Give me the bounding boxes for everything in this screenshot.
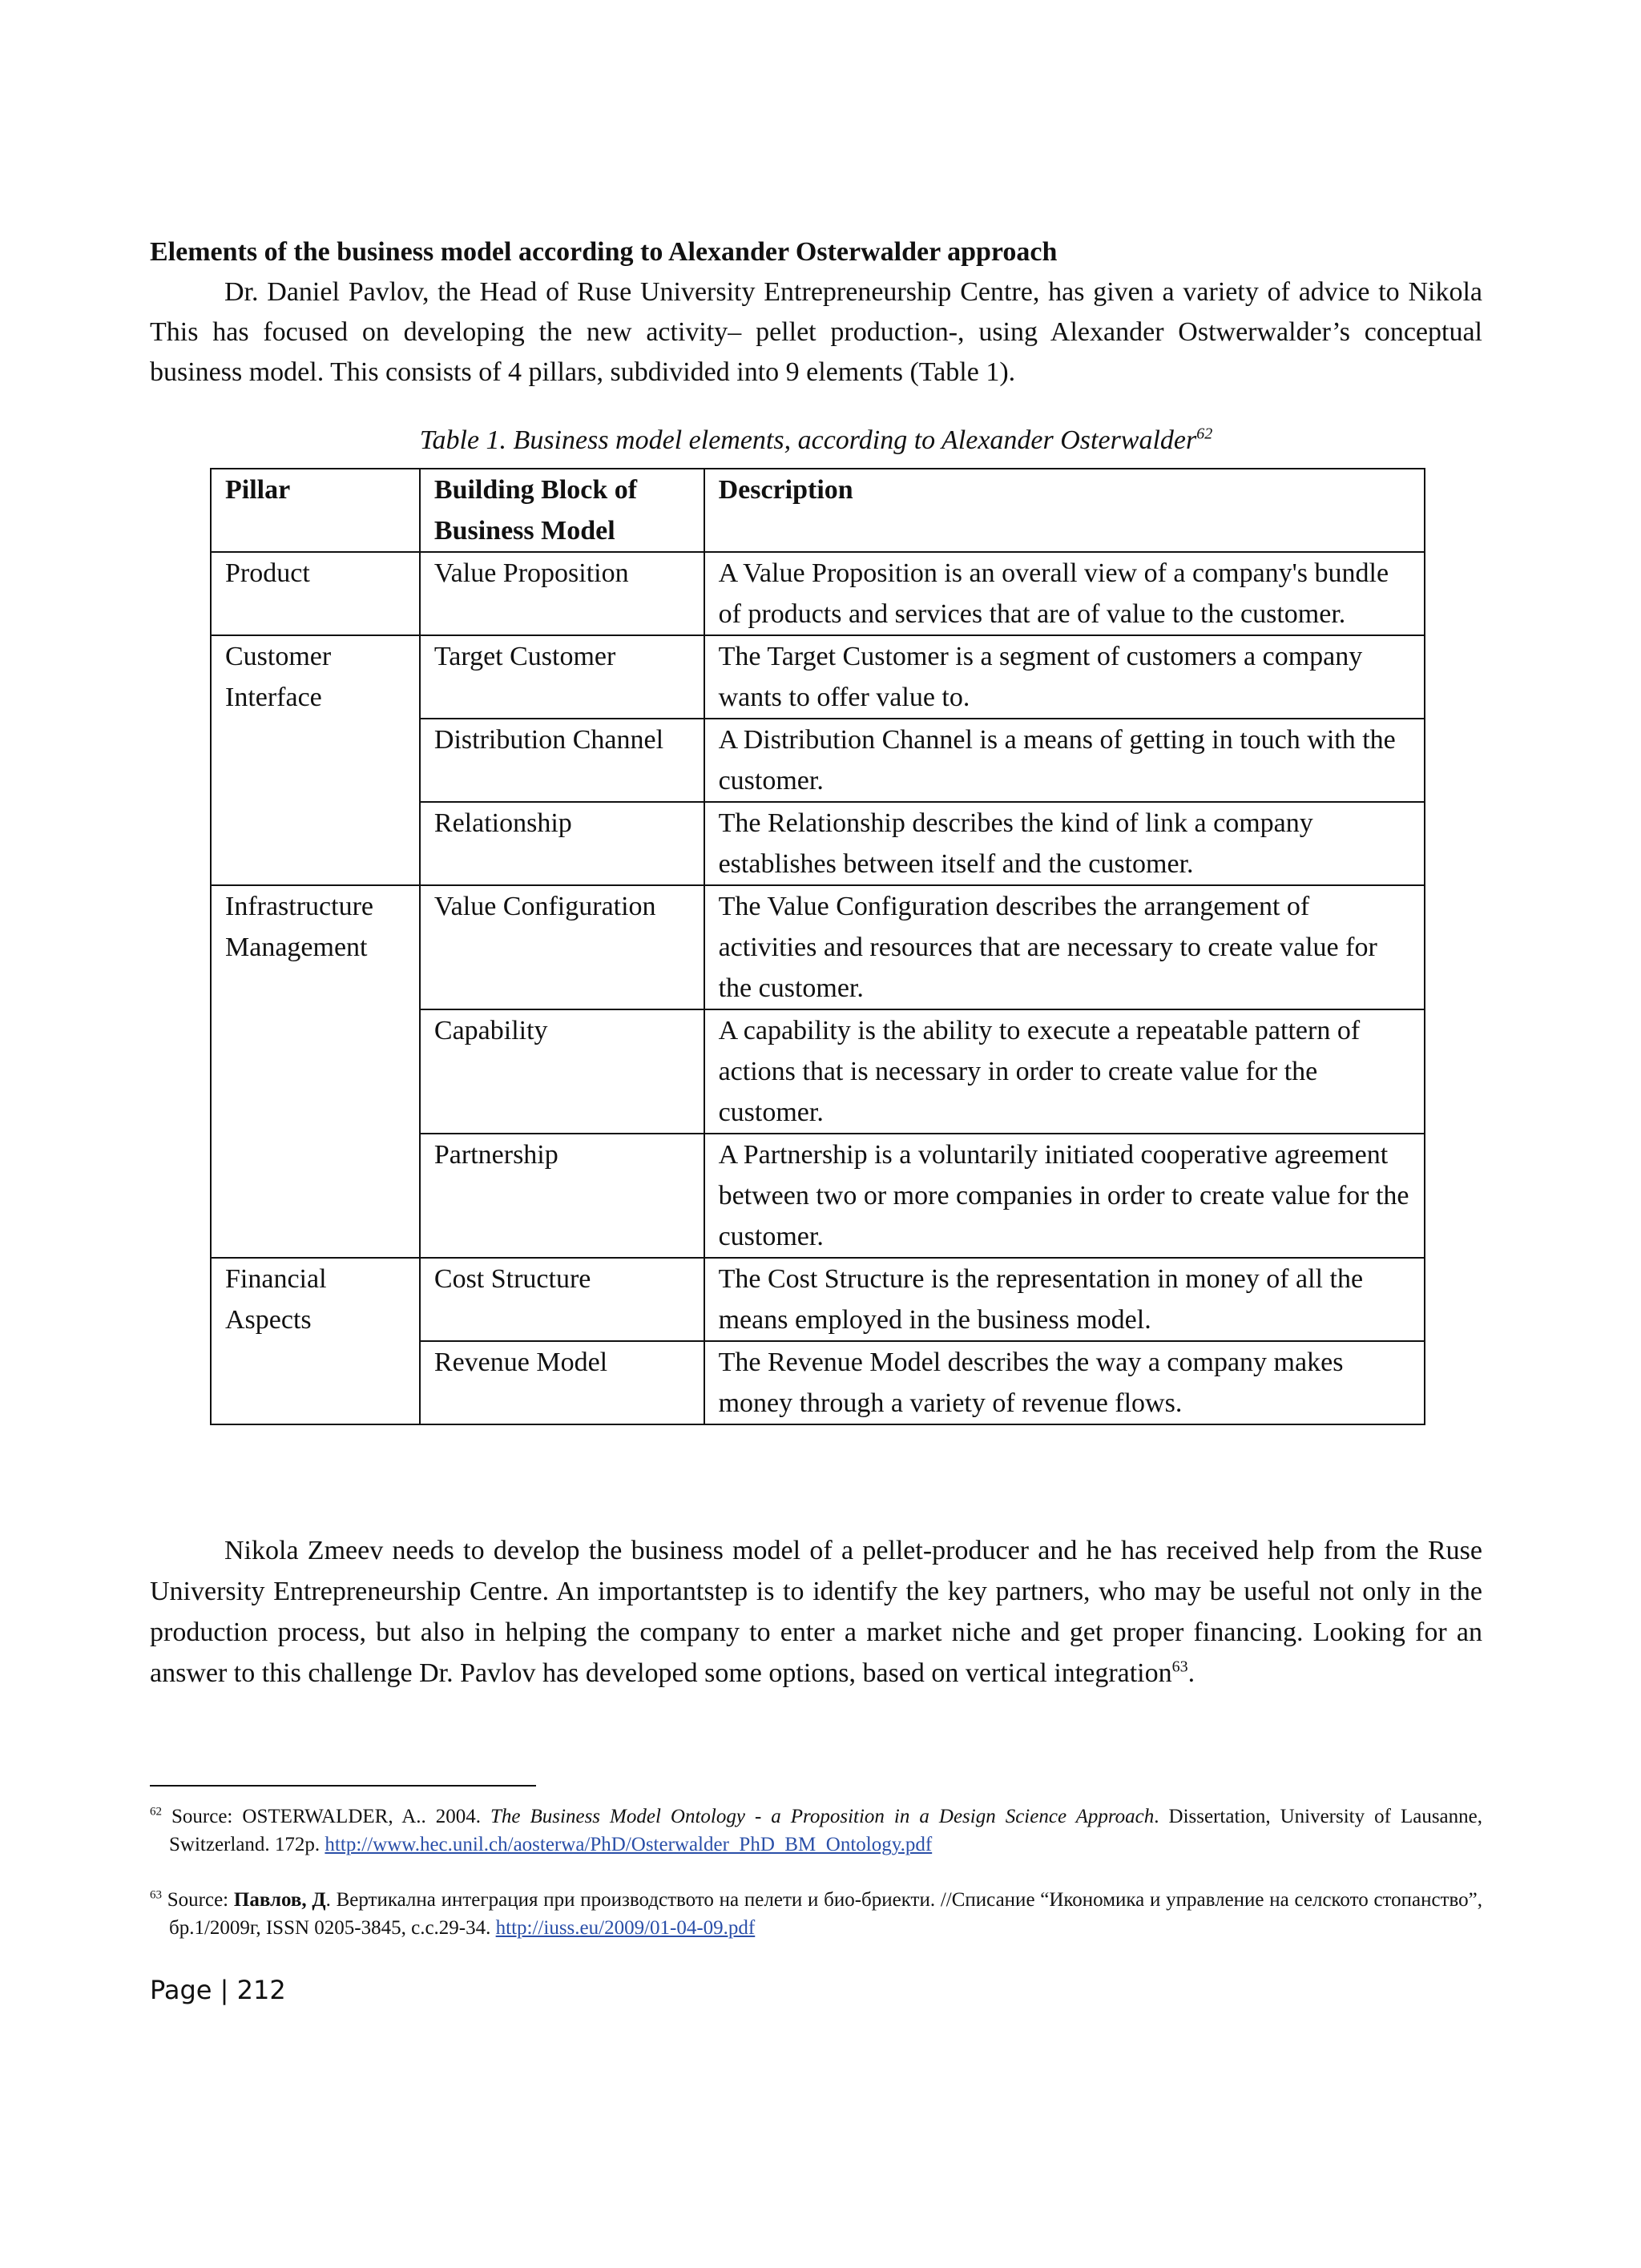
building-block-cell: Distribution Channel [420, 719, 704, 802]
pillar-cell: Financial Aspects [211, 1258, 420, 1424]
building-block-cell: Revenue Model [420, 1341, 704, 1424]
pillar-cell: Product [211, 552, 420, 635]
table-caption [150, 421, 1482, 461]
description-cell: The Value Configuration describes the arrangement of activities and resources that are necessary to create value for the customer. [704, 885, 1425, 1009]
header-pillar: Pillar [211, 469, 420, 552]
building-block-cell: Partnership [420, 1134, 704, 1258]
building-block-cell: Value Configuration [420, 885, 704, 1009]
table-caption-text: Table 1. Business model elements, according to Alexander Osterwalder [419, 425, 1197, 455]
footnote-number: 62 [150, 1805, 162, 1819]
footnote-number: 63 [150, 1888, 162, 1902]
business-model-table [210, 468, 1425, 1425]
description-cell: The Target Customer is a segment of customers a company wants to offer value to. [704, 635, 1425, 719]
footnote-suffix: . Вертикална интеграция при производството на пелети и био-бриекти. //Списание “Икономика и управление на селското стопанство”, бр.1/2009г, ISSN 0205-3845, с.с.29-34. [169, 1889, 1482, 1939]
footnote-suffix: . Dissertation, University of Lausanne, Switzerland. 172p. [169, 1806, 1482, 1855]
footnote-author: Павлов, Д [233, 1889, 326, 1911]
footnote-62 [150, 1803, 1482, 1859]
footnote-link[interactable]: http://iuss.eu/2009/01-04-09.pdf [495, 1917, 756, 1939]
description-cell: A Partnership is a voluntarily initiated cooperative agreement between two or more companies in order to create value for the customer. [704, 1134, 1425, 1258]
description-cell: A capability is the ability to execute a repeatable pattern of actions that is necessary in order to create value for the customer. [704, 1009, 1425, 1134]
footnote-63 [150, 1886, 1482, 1942]
body-paragraph-text: Nikola Zmeev needs to develop the business model of a pellet-producer and he has received help from the Ruse University Entrepreneurship Centre. An importantstep is to identify the key partners, who may be useful not only in the production process, but also in helping the company to enter a market niche and get proper financing. Looking for an answer to this challenge Dr. Pavlov has developed some options, based on vertical integration [150, 1536, 1482, 1688]
footnote-separator [150, 1785, 536, 1787]
table-caption-footnote-ref[interactable]: 62 [1196, 425, 1213, 443]
description-cell: The Relationship describes the kind of link a company establishes between itself and the customer. [704, 802, 1425, 885]
page-number: Page | 212 [150, 1975, 286, 2005]
intro-paragraph: Dr. Daniel Pavlov, the Head of Ruse University Entrepreneurship Centre, has given a variety of advice to Nikola This has focused on developing the new activity– pellet production-, using Alexander Ostwerwalder’s conceptual business model. This consists of 4 pillars, subdivided into 9 elements (Table 1). [150, 277, 1482, 387]
footnote-link[interactable]: http://www.hec.unil.ch/aosterwa/PhD/Osterwalder_PhD_BM_Ontology.pdf [325, 1834, 933, 1855]
body-paragraph-end: . [1187, 1658, 1195, 1688]
building-block-cell: Target Customer [420, 635, 704, 719]
footnote-title: The Business Model Ontology - a Proposition in a Design Science Approach [490, 1806, 1155, 1827]
description-cell: A Value Proposition is an overall view of a company's bundle of products and services that are of value to the customer. [704, 552, 1425, 635]
table-header-row [211, 469, 1425, 552]
description-cell: A Distribution Channel is a means of getting in touch with the customer. [704, 719, 1425, 802]
pillar-cell: Infrastructure Management [211, 885, 420, 1258]
building-block-cell: Capability [420, 1009, 704, 1134]
header-description: Description [704, 469, 1425, 552]
footnote-prefix: Source: [167, 1889, 234, 1911]
section-heading: Elements of the business model according to Alexander Osterwalder approach [150, 237, 1058, 267]
building-block-cell: Relationship [420, 802, 704, 885]
body-footnote-ref[interactable]: 63 [1171, 1658, 1188, 1676]
body-paragraph [150, 1530, 1482, 1694]
footnote-prefix: Source: OSTERWALDER, A.. 2004. [171, 1806, 491, 1827]
table-row [211, 885, 1425, 1009]
header-building-block: Building Block of Business Model [420, 469, 704, 552]
table-row [211, 1258, 1425, 1341]
description-cell: The Revenue Model describes the way a company makes money through a variety of revenue flows. [704, 1341, 1425, 1424]
building-block-cell: Value Proposition [420, 552, 704, 635]
pillar-cell: Customer Interface [211, 635, 420, 885]
table-row [211, 635, 1425, 719]
table-row [211, 552, 1425, 635]
building-block-cell: Cost Structure [420, 1258, 704, 1341]
description-cell: The Cost Structure is the representation in money of all the means employed in the business model. [704, 1258, 1425, 1341]
